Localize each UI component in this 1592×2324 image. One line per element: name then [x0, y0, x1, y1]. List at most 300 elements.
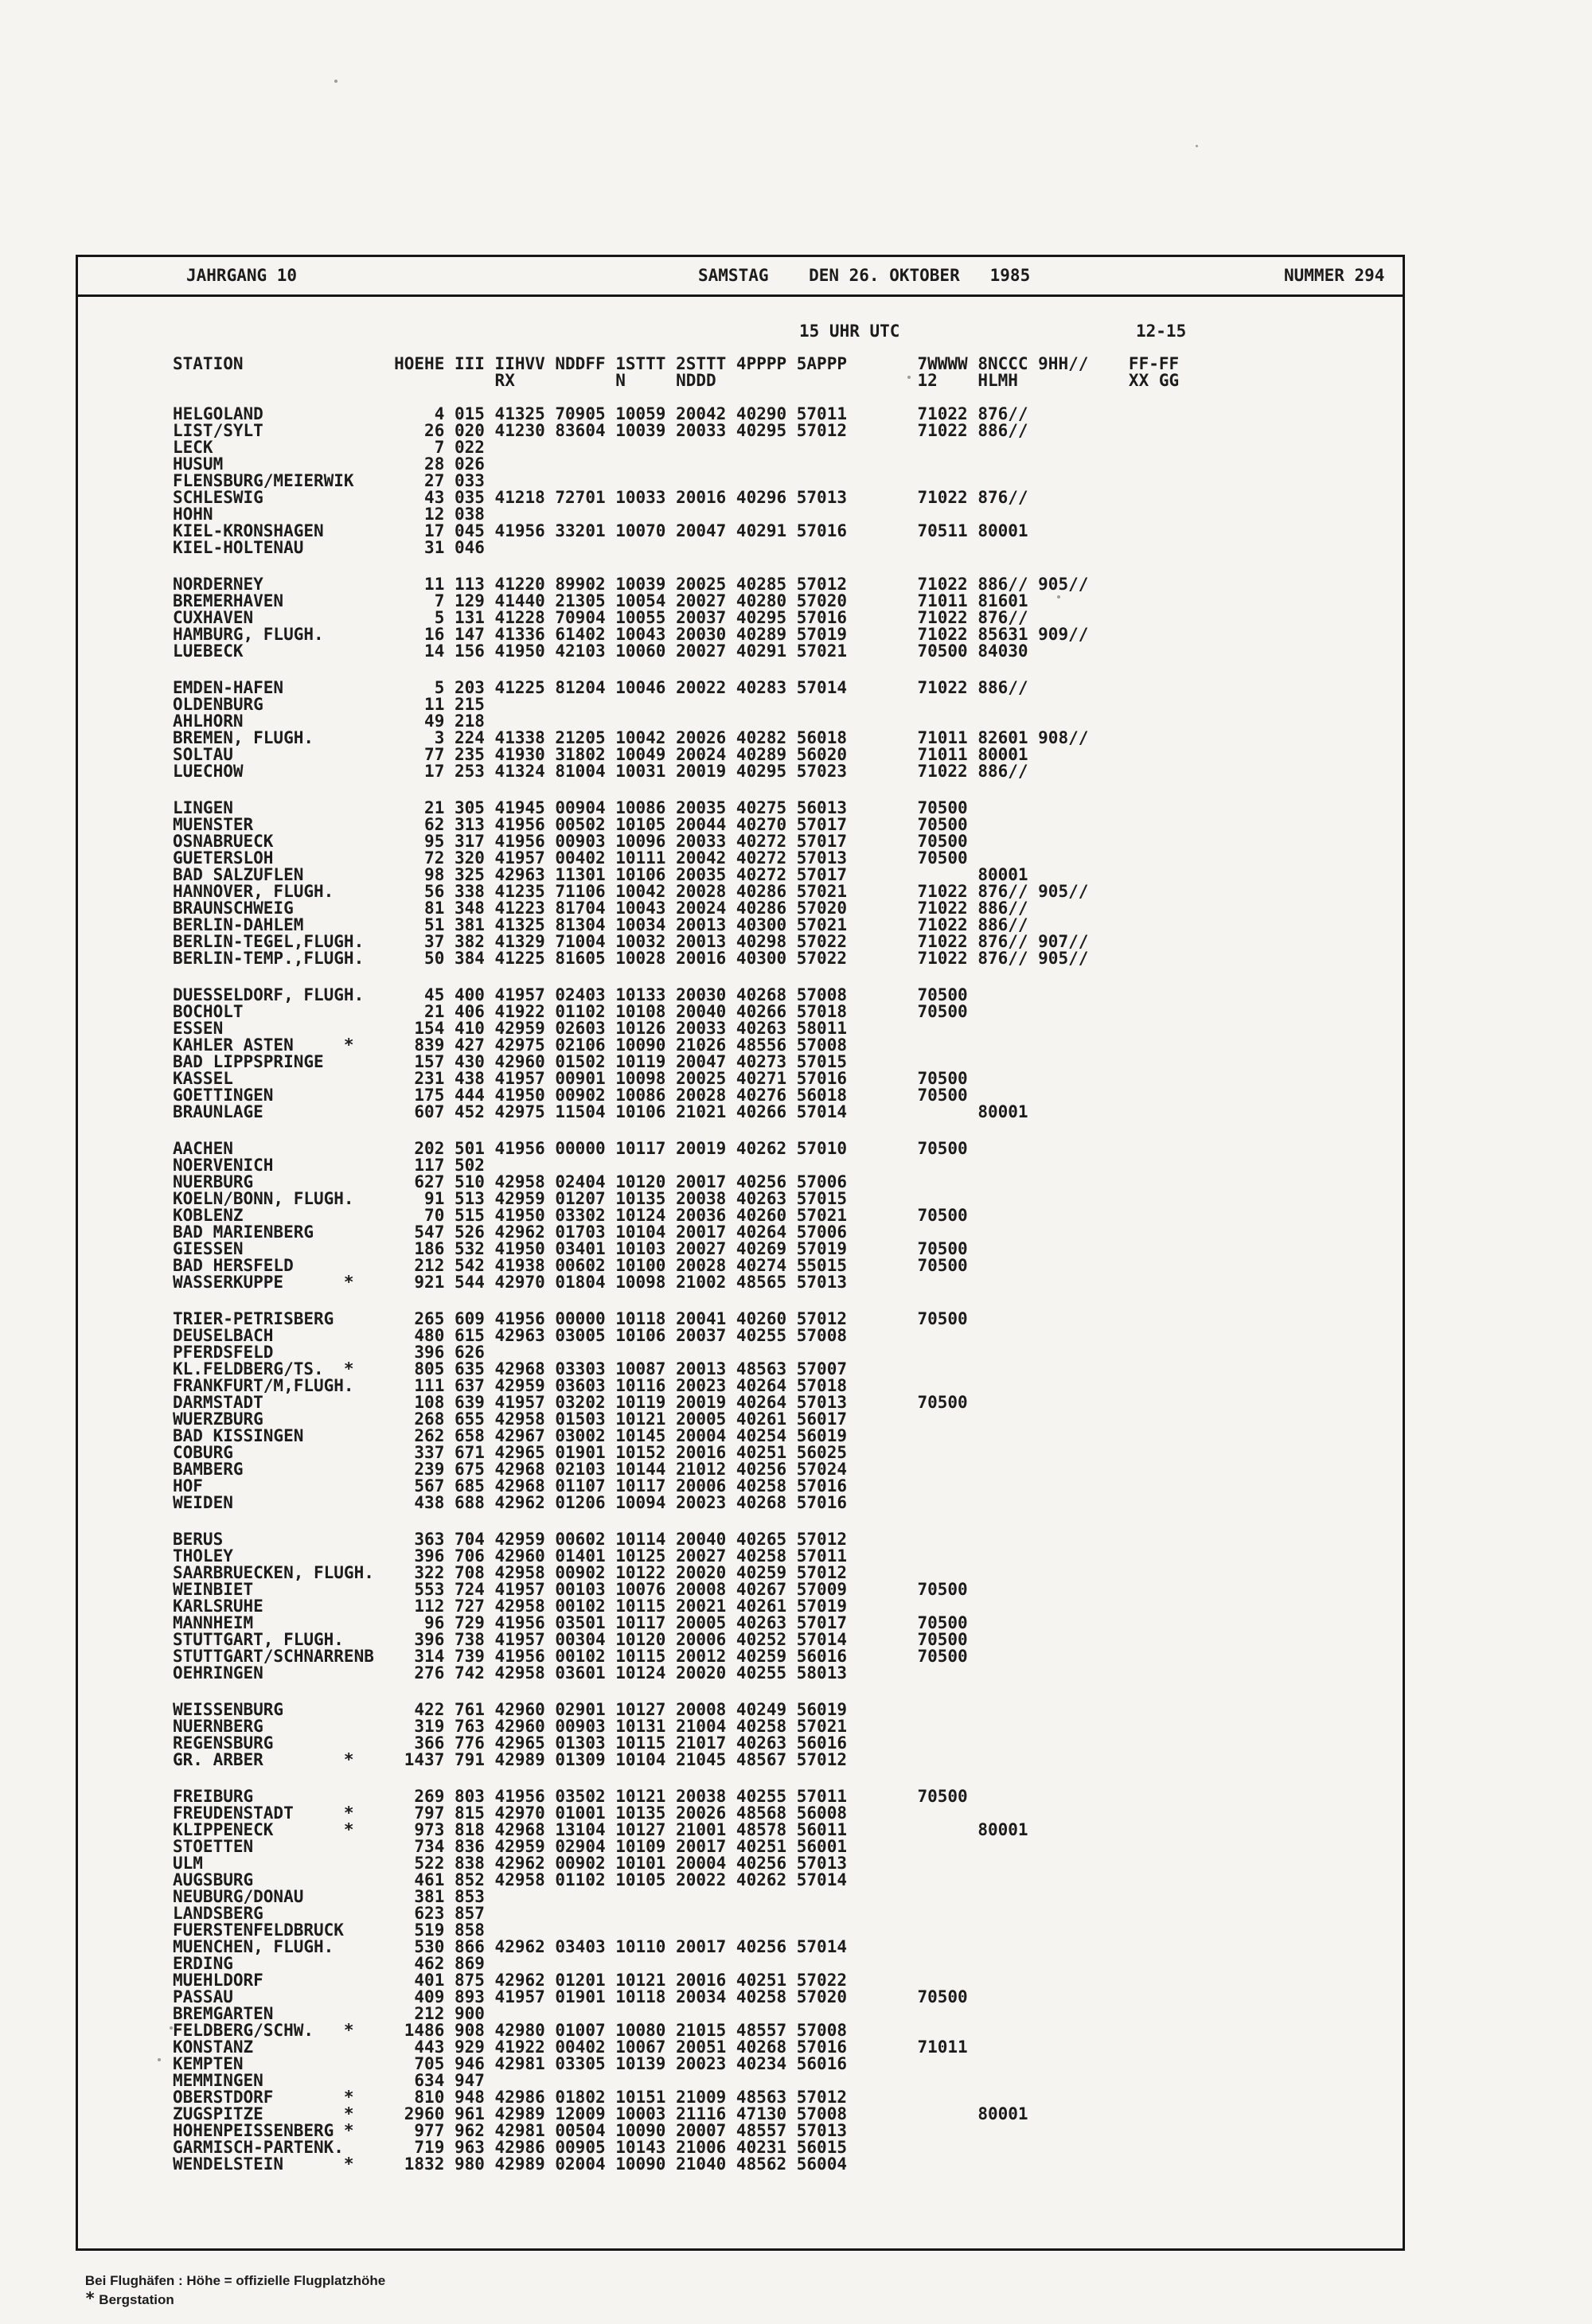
column-gap	[847, 680, 918, 696]
column-gap	[444, 883, 455, 900]
column-gap	[485, 1191, 495, 1207]
pppp4-group: 40256	[736, 1172, 787, 1191]
column-gap	[726, 1531, 736, 1548]
column-gap	[545, 1581, 556, 1598]
column-gap	[545, 356, 556, 372]
iii-value: 113	[454, 575, 485, 594]
nddff-group: 03303	[555, 1359, 606, 1378]
hoehe-value: 322	[414, 1563, 445, 1582]
sttt1-group: 10055	[615, 608, 666, 627]
column-gap	[786, 356, 797, 372]
column-gap	[847, 2006, 918, 2022]
column-gap	[968, 1565, 978, 1581]
bergstation-marker	[344, 439, 364, 456]
station-name: OEHRINGEN	[173, 1663, 263, 1683]
iii-value: 637	[454, 1376, 485, 1395]
column-gap	[726, 1939, 736, 1956]
wwww7-group: 71022	[917, 932, 968, 951]
column-gap	[545, 1224, 556, 1241]
column-gap	[726, 489, 736, 506]
nccc8-group: 876//	[977, 608, 1028, 627]
sttt1-group: 10080	[615, 2021, 666, 2040]
sttt1-group: 10122	[615, 1563, 666, 1582]
column-gap	[485, 1565, 495, 1581]
pppp4-group: 40266	[736, 1102, 787, 1121]
column-gap	[786, 540, 797, 556]
pppp4-group: 40263	[736, 1189, 787, 1208]
nddff-group: 01107	[555, 1476, 606, 1495]
iihvv-group: 41956	[494, 521, 545, 540]
nccc8-group	[977, 696, 1028, 713]
column-gap	[545, 439, 556, 456]
column-gap	[606, 730, 616, 747]
column-gap	[444, 2039, 455, 2056]
column-gap	[606, 540, 616, 556]
station-row	[173, 1224, 1403, 1241]
column-gap	[606, 576, 616, 593]
ff-group	[1129, 833, 1179, 850]
column-gap	[545, 1805, 556, 1822]
column-gap	[444, 763, 455, 780]
column-gap	[665, 1972, 676, 1989]
nccc8-group: 80001	[977, 1102, 1028, 1121]
nccc8-group	[977, 1989, 1028, 2006]
column-gap	[1088, 1411, 1129, 1428]
iihvv-group	[495, 2006, 545, 2022]
sttt1-group: 10086	[615, 1086, 666, 1105]
column-gap	[1088, 1788, 1129, 1805]
iihvv-group: 42981	[494, 2054, 545, 2073]
hoehe-value: 112	[414, 1597, 445, 1616]
column-gap	[606, 2106, 616, 2123]
column-gap	[545, 1378, 556, 1394]
nccc8-group	[977, 2072, 1028, 2089]
column-gap	[968, 1411, 978, 1428]
iihvv-group: 42960	[494, 1546, 545, 1566]
column-gap	[847, 1411, 918, 1428]
column-gap	[968, 1581, 978, 1598]
column-gap	[444, 1872, 455, 1889]
column-gap	[665, 917, 676, 934]
nccc8-group	[977, 1805, 1028, 1822]
station-name: BERLIN-TEMP.,FLUGH.	[173, 949, 365, 968]
column-gap	[726, 356, 736, 372]
ff-group	[1129, 1378, 1179, 1394]
iihvv-group: 41957	[494, 848, 545, 868]
column-gap	[606, 2056, 616, 2072]
column-gap	[726, 1344, 736, 1361]
column-gap	[847, 1665, 918, 1682]
column-gap	[444, 1752, 455, 1768]
column-gap	[847, 1531, 918, 1548]
header-nddff-group	[555, 372, 605, 389]
column-gap	[786, 1735, 797, 1752]
station-row	[173, 1581, 1403, 1598]
hh9-group	[1038, 1956, 1088, 1972]
iii-value: 706	[454, 1546, 485, 1566]
column-gap	[606, 1495, 616, 1511]
column-gap	[847, 1191, 918, 1207]
station-row	[173, 626, 1403, 643]
nccc8-group	[977, 1598, 1028, 1615]
column-gap	[968, 867, 978, 883]
column-gap	[786, 1311, 797, 1328]
column-gap	[847, 950, 918, 967]
hh9-group	[1038, 1461, 1088, 1478]
hoehe-value: 96	[424, 1613, 445, 1632]
pppp4-group: 40255	[736, 1787, 787, 1806]
bergstation-marker	[344, 1632, 364, 1648]
column-gap	[1088, 1598, 1129, 1615]
column-gap	[665, 1598, 676, 1615]
hh9-group	[1038, 2072, 1088, 2089]
sttt2-group: 20007	[676, 2121, 727, 2140]
column-gap	[1088, 1972, 1129, 1989]
hh9-group	[1038, 1311, 1088, 1328]
column-gap	[968, 1989, 978, 2006]
column-gap	[726, 850, 736, 867]
column-gap	[485, 1328, 495, 1344]
column-gap	[1028, 1805, 1039, 1822]
column-gap	[786, 506, 797, 523]
column-gap	[485, 489, 495, 506]
column-gap	[545, 2022, 556, 2039]
iii-value: 215	[454, 695, 485, 714]
appp5-group: 57012	[796, 1530, 847, 1549]
column-gap	[545, 1972, 556, 1989]
hoehe-value: 973	[414, 1820, 445, 1839]
column-gap	[847, 1224, 918, 1241]
column-gap	[444, 1344, 455, 1361]
column-gap	[665, 1735, 676, 1752]
ff-group	[1129, 934, 1179, 950]
nccc8-group	[977, 1972, 1028, 1989]
column-gap	[1028, 456, 1039, 473]
nddff-group	[555, 473, 605, 489]
hoehe-value: 977	[414, 2121, 445, 2140]
wwww7-group	[917, 1478, 967, 1495]
hh9-group	[1038, 1394, 1088, 1411]
ff-group	[1129, 1822, 1179, 1839]
hoehe-value: 21	[424, 798, 445, 817]
sttt2-group: 20034	[676, 1987, 727, 2006]
hoehe-value: 77	[424, 745, 445, 764]
pppp4-group: 40264	[736, 1222, 787, 1242]
iii-value: 382	[454, 932, 485, 951]
hoehe-value: 7	[434, 438, 445, 457]
sttt1-group: 10086	[615, 798, 666, 817]
column-gap	[485, 626, 495, 643]
column-gap	[485, 696, 495, 713]
appp5-group: 56001	[796, 1837, 847, 1856]
column-gap	[485, 1702, 495, 1718]
pppp4-group: 40296	[736, 488, 787, 507]
sttt2-group: 20017	[676, 1837, 727, 1856]
column-gap	[1028, 439, 1039, 456]
column-gap	[665, 696, 676, 713]
column-gap	[1028, 1445, 1039, 1461]
column-gap	[1028, 1548, 1039, 1565]
column-gap	[606, 1548, 616, 1565]
column-gap	[606, 1411, 616, 1428]
wwww7-group: 70500	[917, 1613, 968, 1632]
column-gap	[485, 867, 495, 883]
hoehe-value: 202	[414, 1139, 445, 1158]
column-gap	[786, 2039, 797, 2056]
nccc8-group	[977, 2089, 1028, 2106]
column-gap	[665, 1258, 676, 1274]
column-gap	[606, 2072, 616, 2089]
nddff-group: 00502	[555, 815, 606, 834]
column-gap	[545, 593, 556, 610]
hh9-group	[1038, 2156, 1088, 2173]
column-gap	[1028, 473, 1039, 489]
hoehe-value: 56	[424, 882, 445, 901]
nccc8-group	[977, 1956, 1028, 1972]
hh9-group	[1038, 713, 1088, 730]
document-frame	[76, 255, 1405, 2251]
hh9-group	[1038, 1428, 1088, 1445]
column-gap	[1028, 950, 1039, 967]
column-gap	[968, 1718, 978, 1735]
column-gap	[968, 2106, 978, 2123]
sttt1-group: 10135	[615, 1189, 666, 1208]
hh9-group	[1038, 680, 1088, 696]
iihvv-group: 41957	[494, 1393, 545, 1412]
group-spacer	[173, 1511, 1403, 1531]
sttt1-group: 10114	[615, 1530, 666, 1549]
hh9-group	[1038, 593, 1088, 610]
appp5-group: 57008	[796, 985, 847, 1004]
column-gap	[1028, 643, 1039, 660]
nccc8-group	[977, 540, 1028, 556]
sttt2-group	[676, 1157, 726, 1174]
bergstation-marker	[344, 1445, 364, 1461]
ff-group	[1129, 1972, 1179, 1989]
station-name: BREMGARTEN	[173, 2004, 274, 2023]
pppp4-group: 40270	[736, 815, 787, 834]
column-gap	[444, 1548, 455, 1565]
sttt1-group: 10118	[615, 1309, 666, 1328]
hoehe-value: 269	[414, 1787, 445, 1806]
header-hh9-group	[1038, 372, 1088, 389]
station-name: WEISSENBURG	[173, 1700, 284, 1719]
column-gap	[786, 934, 797, 950]
pppp4-group: 40254	[736, 1426, 787, 1445]
hoehe-value: 1437	[404, 1750, 445, 1769]
hoehe-value: 50	[424, 949, 445, 968]
sttt1-group: 10127	[615, 1700, 666, 1719]
header-hh9-group: 9HH//	[1038, 354, 1089, 373]
hh9-group	[1038, 1972, 1088, 1989]
station-name: WEIDEN	[173, 1493, 233, 1512]
wwww7-group	[917, 1665, 967, 1682]
column-gap	[1088, 1274, 1129, 1291]
nddff-group	[555, 1905, 605, 1922]
wwww7-group: 71022	[917, 882, 968, 901]
column-gap	[726, 1141, 736, 1157]
column-gap	[726, 576, 736, 593]
column-gap	[968, 2056, 978, 2072]
sttt2-group: 21116	[676, 2104, 727, 2123]
pppp4-group: 40269	[736, 1239, 787, 1258]
column-gap	[968, 1274, 978, 1291]
column-gap	[444, 1839, 455, 1855]
column-gap	[444, 2106, 455, 2123]
station-name: SCHLESWIG	[173, 488, 263, 507]
iii-value: 348	[454, 899, 485, 918]
column-gap	[485, 1648, 495, 1665]
column-gap	[1088, 1157, 1129, 1174]
wwww7-group	[917, 713, 967, 730]
sttt2-group: 21006	[676, 2138, 727, 2157]
iihvv-group: 42960	[494, 1052, 545, 1071]
station-row	[173, 1718, 1403, 1735]
column-gap	[786, 1258, 797, 1274]
hoehe-value: 438	[414, 1493, 445, 1512]
column-gap	[1088, 1531, 1129, 1548]
column-gap	[726, 2089, 736, 2106]
column-gap	[665, 1478, 676, 1495]
column-gap	[968, 356, 978, 372]
station-row	[173, 1665, 1403, 1682]
column-gap	[545, 1328, 556, 1344]
pppp4-group: 40286	[736, 899, 787, 918]
nccc8-group	[977, 833, 1028, 850]
column-gap	[444, 1328, 455, 1344]
column-gap	[606, 1157, 616, 1174]
column-gap	[444, 2022, 455, 2039]
iihvv-group: 41922	[494, 1002, 545, 1021]
bergstation-marker	[344, 1905, 364, 1922]
column-gap	[847, 593, 918, 610]
station-name: BRAUNSCHWEIG	[173, 899, 294, 918]
hh9-group	[1038, 1822, 1088, 1839]
column-gap	[545, 473, 556, 489]
column-gap	[665, 1702, 676, 1718]
column-gap	[444, 473, 455, 489]
iii-value: 400	[454, 985, 485, 1004]
column-gap	[968, 1735, 978, 1752]
nccc8-group	[977, 1274, 1028, 1291]
nddff-group: 00402	[555, 2037, 606, 2057]
column-gap	[485, 950, 495, 967]
sttt1-group: 10043	[615, 625, 666, 644]
column-gap	[606, 1752, 616, 1768]
sttt1-group: 10105	[615, 1870, 666, 1889]
column-gap	[545, 1274, 556, 1291]
station-row	[173, 2006, 1403, 2022]
column-gap	[1088, 1191, 1129, 1207]
column-gap	[545, 423, 556, 439]
sttt1-group: 10043	[615, 899, 666, 918]
ff-group	[1129, 1344, 1179, 1361]
column-gap	[665, 1157, 676, 1174]
pppp4-group: 40264	[736, 1376, 787, 1395]
iii-value: 980	[454, 2154, 485, 2174]
column-gap	[786, 1905, 797, 1922]
iii-value: 320	[454, 848, 485, 868]
hh9-group	[1038, 900, 1088, 917]
pppp4-group: 48567	[736, 1750, 787, 1769]
column-gap	[665, 2022, 676, 2039]
hoehe-value: 276	[414, 1663, 445, 1683]
hoehe-value: 396	[414, 1546, 445, 1566]
station-row	[173, 1104, 1403, 1121]
column-gap	[1088, 2056, 1129, 2072]
column-gap	[726, 1972, 736, 1989]
station-row	[173, 2022, 1403, 2039]
pppp4-group: 40263	[736, 1613, 787, 1632]
column-gap	[786, 1922, 797, 1939]
column-gap	[968, 1207, 978, 1224]
column-gap	[726, 1394, 736, 1411]
column-gap	[968, 1648, 978, 1665]
bergstation-marker	[344, 850, 364, 867]
ff-group	[1129, 1428, 1179, 1445]
nddff-group: 81004	[555, 762, 606, 781]
nddff-group: 01303	[555, 1733, 606, 1753]
column-gap	[726, 1445, 736, 1461]
column-gap	[444, 934, 455, 950]
station-row	[173, 1872, 1403, 1889]
column-gap	[1028, 2106, 1039, 2123]
column-gap	[726, 1207, 736, 1224]
hoehe-value: 366	[414, 1733, 445, 1753]
pppp4-group: 40258	[736, 1987, 787, 2006]
column-gap	[665, 883, 676, 900]
column-gap	[726, 1548, 736, 1565]
hoehe-value: 797	[414, 1803, 445, 1823]
ff-group	[1129, 1070, 1179, 1087]
iii-value: 317	[454, 832, 485, 851]
bergstation-marker	[344, 1428, 364, 1445]
nccc8-group	[977, 1565, 1028, 1581]
sttt1-group: 10115	[615, 1733, 666, 1753]
appp5-group	[797, 1157, 847, 1174]
iihvv-group: 41945	[494, 798, 545, 817]
ff-group	[1129, 1054, 1179, 1070]
column-gap	[847, 1478, 918, 1495]
column-gap	[726, 833, 736, 850]
wwww7-group	[917, 1855, 967, 1872]
appp5-group	[797, 2072, 847, 2089]
header-nccc8-group: HLMH	[977, 371, 1018, 390]
hoehe-value: 239	[414, 1460, 445, 1479]
header-nccc8-group: 8NCCC	[977, 354, 1028, 373]
column-gap	[786, 1361, 797, 1378]
station-row	[173, 763, 1403, 780]
station-name: AHLHORN	[173, 712, 244, 731]
station-row	[173, 1702, 1403, 1718]
sttt1-group	[615, 1905, 665, 1922]
column-gap	[665, 1020, 676, 1037]
hh9-group	[1038, 747, 1088, 763]
wwww7-group	[917, 1922, 967, 1939]
column-gap	[1028, 2139, 1039, 2156]
hh9-group	[1038, 1141, 1088, 1157]
column-gap	[847, 2156, 918, 2173]
station-row	[173, 1445, 1403, 1461]
appp5-group: 57021	[796, 641, 847, 661]
column-gap	[847, 643, 918, 660]
column-gap	[665, 610, 676, 626]
iihvv-group	[495, 2072, 545, 2089]
nddff-group: 31802	[555, 745, 606, 764]
column-gap	[545, 883, 556, 900]
column-gap	[1088, 833, 1129, 850]
hh9-group	[1038, 1565, 1088, 1581]
